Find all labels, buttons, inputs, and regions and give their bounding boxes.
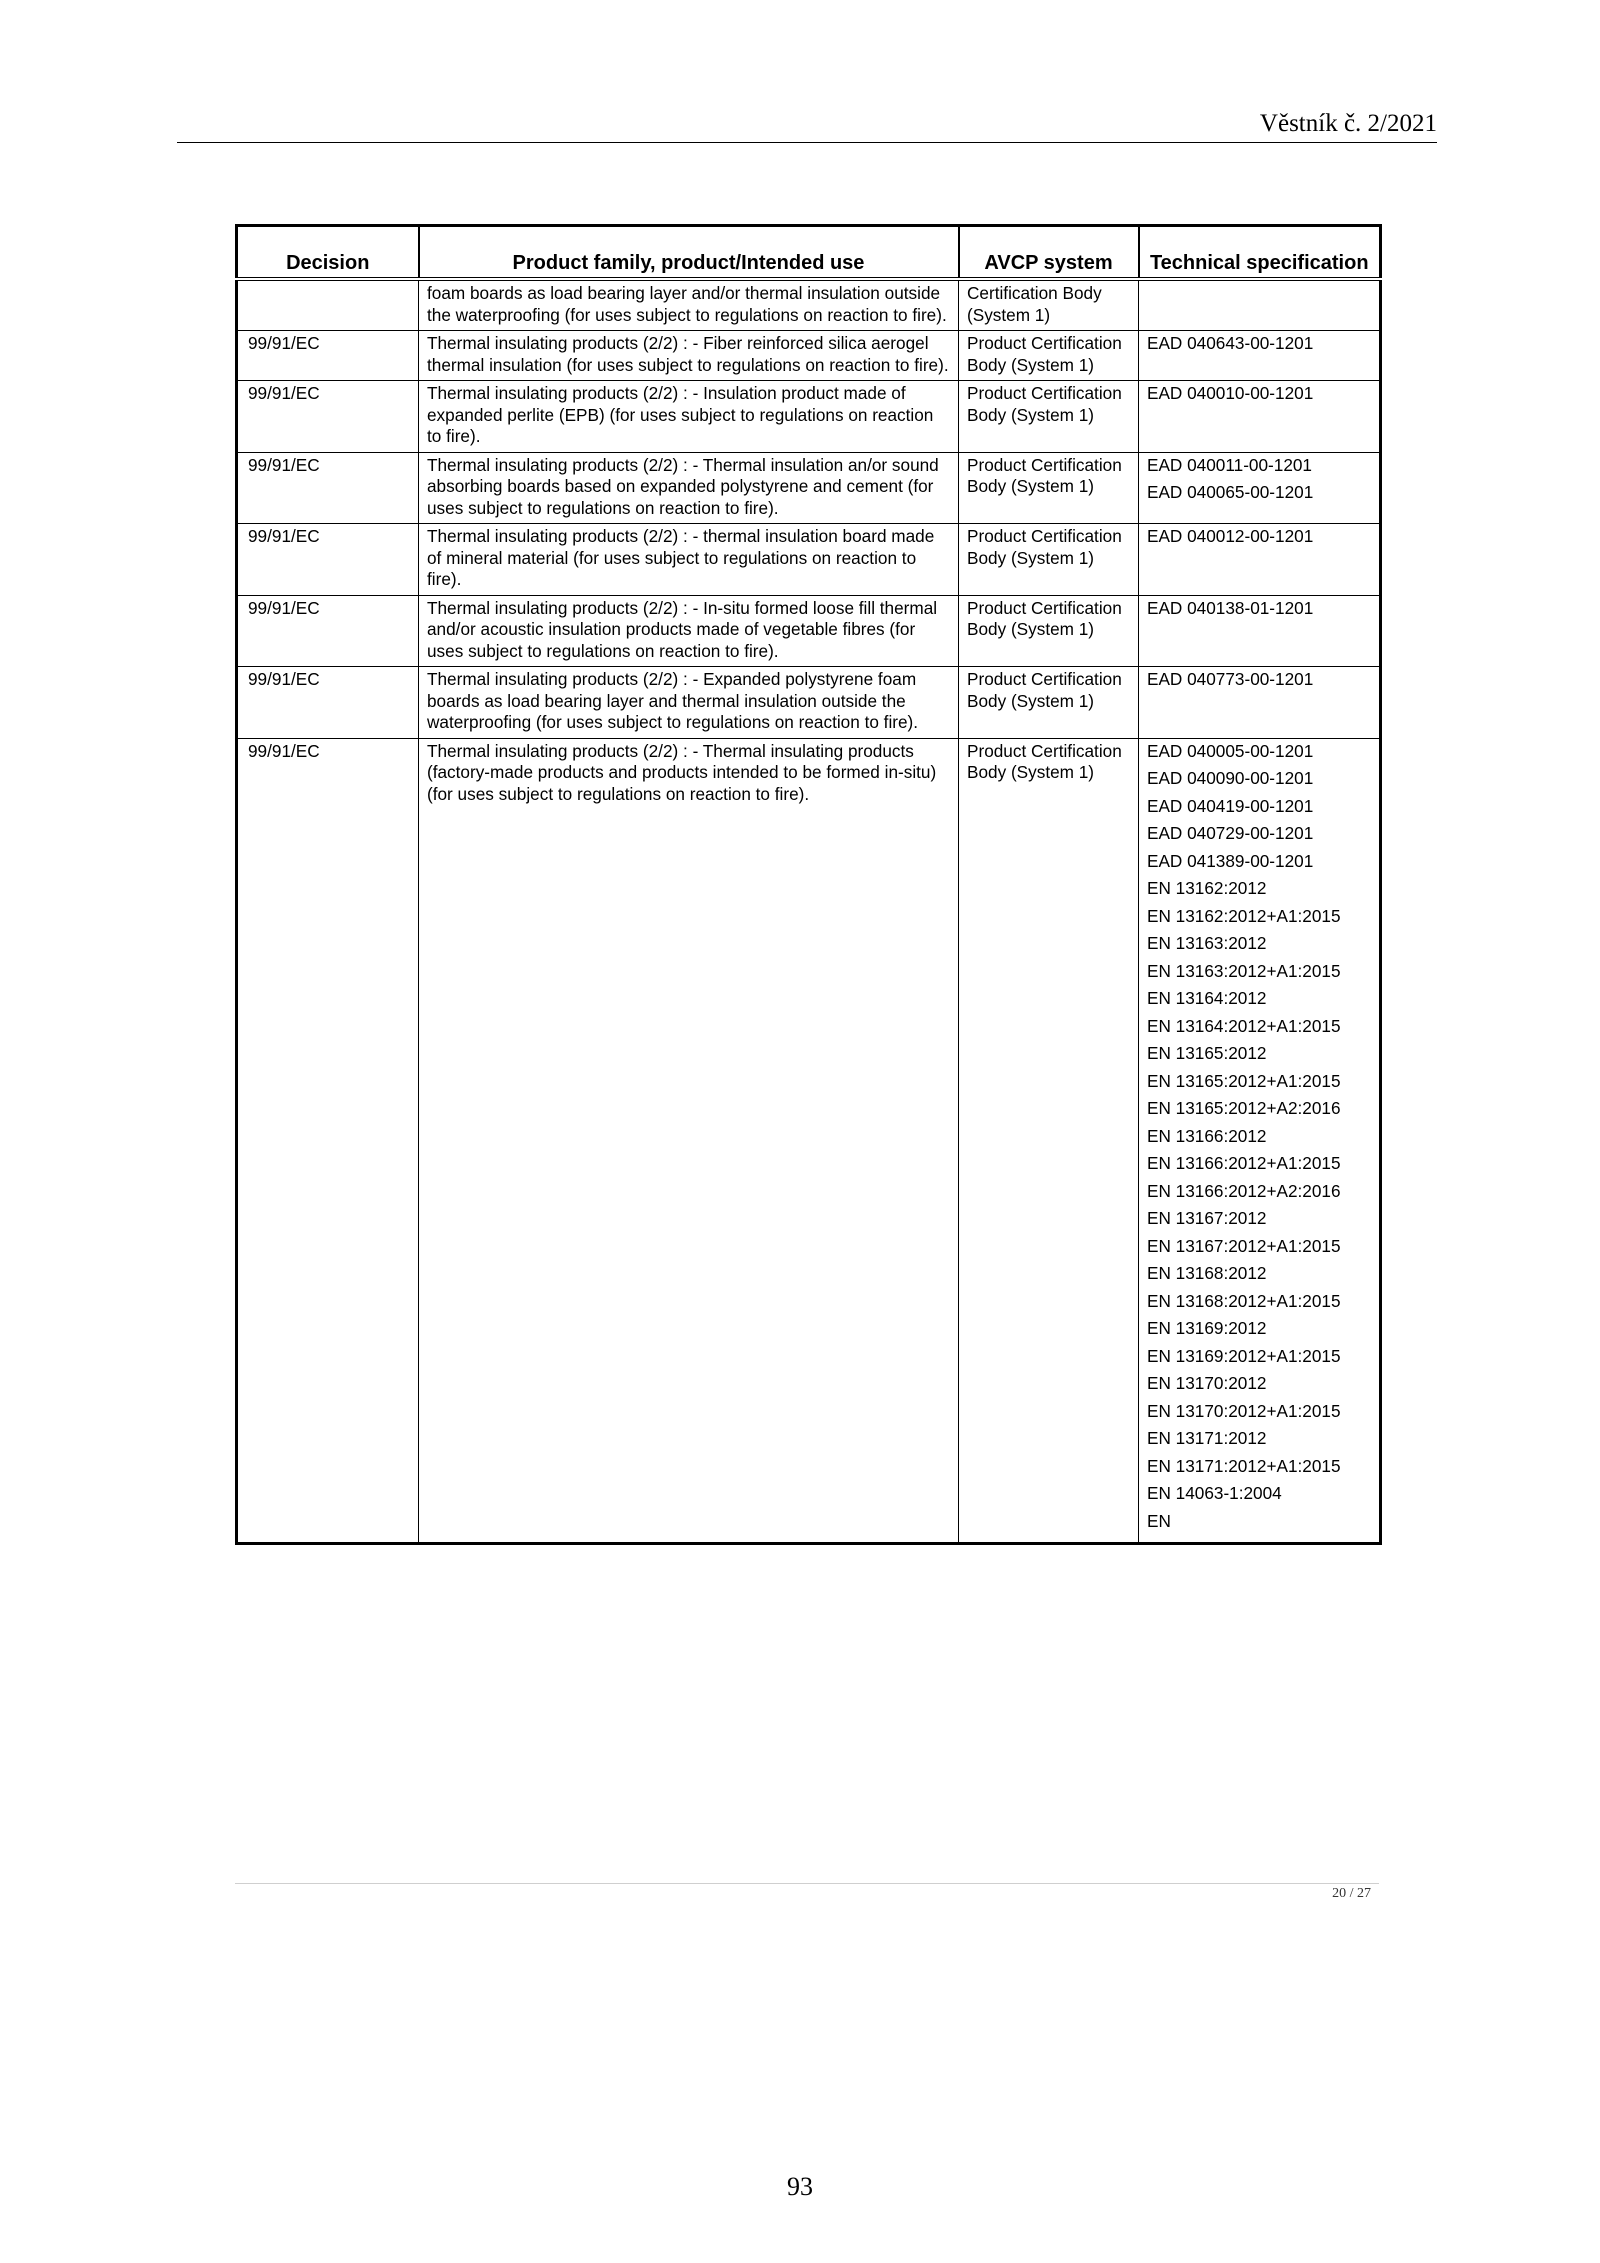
specification-item: EN 13167:2012+A1:2015 <box>1147 1235 1341 1256</box>
avcp-cell: Certification Body (System 1) <box>959 279 1139 331</box>
specification-item: EAD 040773-00-1201 <box>1147 669 1314 689</box>
specification-item: EN 13170:2012 <box>1147 1373 1267 1393</box>
avcp-cell: Product Certification Body (System 1) <box>959 452 1139 524</box>
specification-item: EN 13170:2012+A1:2015 <box>1147 1400 1341 1421</box>
product-cell: Thermal insulating products (2/2) : - Insulation product made of expanded perlite (EPB) (for uses subject to regulations on reaction to fire). <box>419 381 959 453</box>
specification-item: EAD 040729-00-1201 <box>1147 823 1314 843</box>
specification-item: EN 13169:2012+A1:2015 <box>1147 1345 1341 1366</box>
specification-item: EN 13165:2012+A2:2016 <box>1147 1098 1341 1118</box>
footer-divider <box>235 1883 1379 1884</box>
specification-item: EN 13166:2012+A1:2015 <box>1147 1153 1341 1173</box>
decision-cell: 99/91/EC <box>237 452 419 524</box>
specification-item: EN 13171:2012+A1:2015 <box>1147 1455 1341 1476</box>
specification-item: EN 13165:2012 <box>1147 1043 1267 1063</box>
technical-specification-cell <box>1139 452 1381 524</box>
specification-item: EN <box>1147 1510 1171 1531</box>
table-row <box>237 595 1381 667</box>
specification-item: EN 13168:2012+A1:2015 <box>1147 1290 1341 1311</box>
decision-cell: 99/91/EC <box>237 331 419 381</box>
specification-item: EN 13171:2012 <box>1147 1428 1267 1448</box>
table-row <box>237 738 1381 1544</box>
product-cell: Thermal insulating products (2/2) : - thermal insulation board made of mineral material (for uses subject to regulations on reaction to fire). <box>419 524 959 596</box>
avcp-cell: Product Certification Body (System 1) <box>959 738 1139 1544</box>
specification-list <box>1147 333 1373 361</box>
specification-item: EAD 040419-00-1201 <box>1147 795 1314 816</box>
technical-specification-cell <box>1139 524 1381 596</box>
specification-item: EN 13166:2012+A2:2016 <box>1147 1180 1341 1201</box>
specification-item: EN 13169:2012 <box>1147 1318 1267 1338</box>
specification-list <box>1147 598 1373 626</box>
specification-item: EN 13162:2012+A1:2015 <box>1147 905 1341 926</box>
specification-item: EN 13162:2012 <box>1147 878 1267 898</box>
specification-item: EN 13166:2012 <box>1147 1125 1267 1146</box>
technical-specification-cell <box>1139 738 1381 1544</box>
specification-item: EAD 040012-00-1201 <box>1147 526 1314 546</box>
page-number: 93 <box>787 2172 813 2201</box>
specification-item: EAD 040010-00-1201 <box>1147 383 1314 403</box>
avcp-cell: Product Certification Body (System 1) <box>959 331 1139 381</box>
product-cell: Thermal insulating products (2/2) : - In-situ formed loose fill thermal and/or acoustic insulation products made of vegetable fibres (for uses subject to regulations on reaction to fire). <box>419 595 959 667</box>
avcp-cell: Product Certification Body (System 1) <box>959 381 1139 453</box>
table-row <box>237 331 1381 381</box>
avcp-cell: Product Certification Body (System 1) <box>959 667 1139 739</box>
specification-list <box>1147 526 1373 554</box>
decision-cell: 99/91/EC <box>237 667 419 739</box>
decisions-table <box>235 224 1382 1545</box>
technical-specification-cell <box>1139 667 1381 739</box>
specification-item: EAD 040090-00-1201 <box>1147 768 1314 788</box>
technical-specification-cell <box>1139 381 1381 453</box>
table-row <box>237 524 1381 596</box>
technical-specification-cell <box>1139 279 1381 331</box>
specification-list <box>1147 455 1373 510</box>
product-cell: Thermal insulating products (2/2) : - Expanded polystyrene foam boards as load bearing layer and thermal insulation outside the waterproofing (for uses subject to regulations on reaction to fire). <box>419 667 959 739</box>
product-cell: Thermal insulating products (2/2) : - Thermal insulating products (factory-made products and products intended to be formed in-situ) (for uses subject to regulations on reaction to fire). <box>419 738 959 1544</box>
specification-item: EN 13164:2012+A1:2015 <box>1147 1015 1341 1036</box>
specification-item: EAD 040005-00-1201 <box>1147 740 1314 761</box>
product-cell: Thermal insulating products (2/2) : - Thermal insulation an/or sound absorbing boards based on expanded polystyrene and cement (for uses subject to regulations on reaction to fire). <box>419 452 959 524</box>
specification-item: EAD 040138-01-1201 <box>1147 597 1314 618</box>
specification-item: EAD 041389-00-1201 <box>1147 850 1314 871</box>
column-header-product: Product family, product/Intended use <box>419 226 959 280</box>
specification-list <box>1147 383 1373 411</box>
specification-item: EN 14063-1:2004 <box>1147 1483 1282 1503</box>
decision-cell: 99/91/EC <box>237 381 419 453</box>
specification-item: EAD 040643-00-1201 <box>1147 333 1314 353</box>
specification-item: EN 13167:2012 <box>1147 1208 1267 1228</box>
product-cell: Thermal insulating products (2/2) : - Fiber reinforced silica aerogel thermal insulation (for uses subject to regulations on reaction to fire). <box>419 331 959 381</box>
footer-page-info: 20 / 27 <box>1332 1886 1371 1901</box>
specification-item: EAD 040065-00-1201 <box>1147 482 1314 502</box>
bulletin-title: Věstník č. 2/2021 <box>1259 110 1437 137</box>
table-row <box>237 452 1381 524</box>
table-header-row <box>237 226 1381 280</box>
specification-item: EN 13165:2012+A1:2015 <box>1147 1070 1341 1091</box>
specification-item: EN 13163:2012 <box>1147 933 1267 953</box>
specification-item: EN 13168:2012 <box>1147 1263 1267 1283</box>
table-row <box>237 381 1381 453</box>
column-header-decision: Decision <box>237 226 419 280</box>
decision-cell: 99/91/EC <box>237 595 419 667</box>
table-body <box>237 279 1381 1544</box>
decision-cell <box>237 279 419 331</box>
technical-specification-cell <box>1139 595 1381 667</box>
specification-list <box>1147 669 1373 697</box>
avcp-cell: Product Certification Body (System 1) <box>959 524 1139 596</box>
table-row <box>237 667 1381 739</box>
page-header <box>177 110 1437 143</box>
column-header-avcp: AVCP system <box>959 226 1139 280</box>
specification-list <box>1147 741 1373 1539</box>
table-row <box>237 279 1381 331</box>
specification-item: EN 13164:2012 <box>1147 988 1267 1008</box>
avcp-cell: Product Certification Body (System 1) <box>959 595 1139 667</box>
product-cell: foam boards as load bearing layer and/or thermal insulation outside the waterproofing (for uses subject to regulations on reaction to fire). <box>419 279 959 331</box>
decision-cell: 99/91/EC <box>237 738 419 1544</box>
column-header-technical-specification: Technical specification <box>1139 226 1381 280</box>
specification-item: EAD 040011-00-1201 <box>1147 454 1312 475</box>
specification-item: EN 13163:2012+A1:2015 <box>1147 960 1341 981</box>
technical-specification-cell <box>1139 331 1381 381</box>
decision-cell: 99/91/EC <box>237 524 419 596</box>
